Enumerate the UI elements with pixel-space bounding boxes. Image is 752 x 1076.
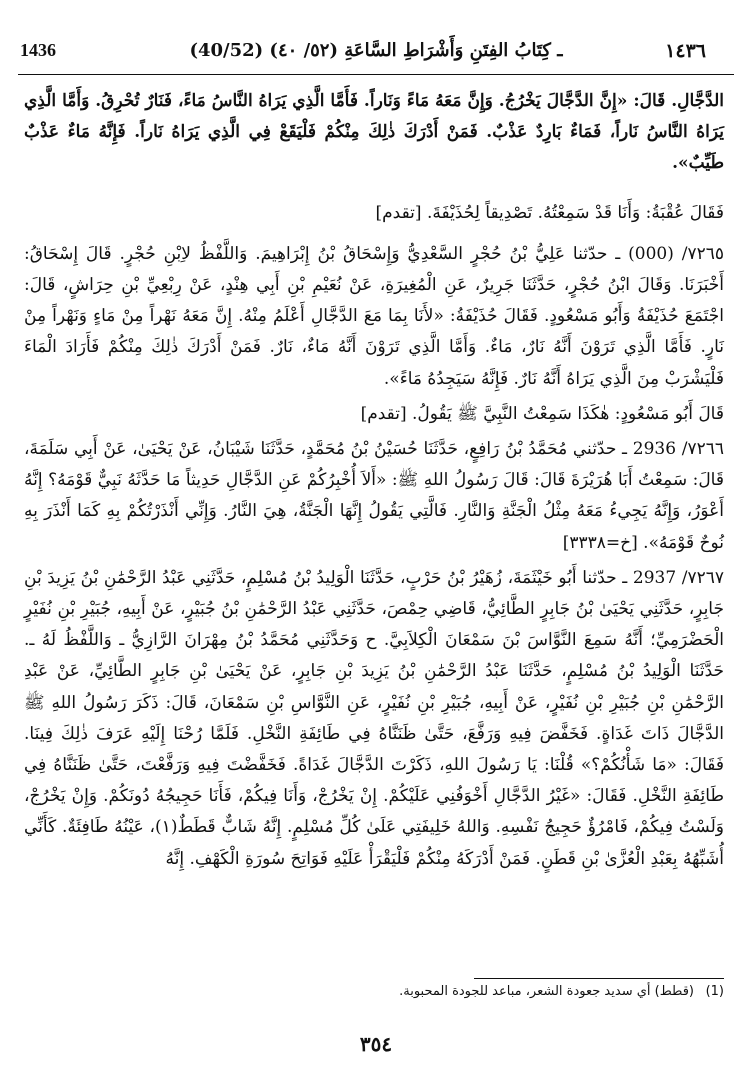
hadith-7267: ٧٢٦٧/ 2937 ـ حدّثنا أَبُو خَيْثَمَةَ، زُهَيْرُ بْنُ حَرْبٍ، حَدَّثَنَا الْوَلِيدُ بْنُ مُسْلِمٍ، حَدَّثَنِي عَبْدُ الرَّحْمَٰنِ بْنُ يَزِيدَ بْنِ جَابِرٍ، حَدَّثَنِي يَحْيَىٰ بْنُ جَابِرٍ الطَّائِيُّ، قَاضِي حِمْصَ، حَدَّثَنِي عَبْدُ الرَّحْمَٰنِ بْنُ جُبَيْرٍ، عَنْ أَبِيهِ، جُبَيْرِ بْنِ نُفَيْرٍ الْحَضْرَمِيِّ؛ أَنَّهُ سَمِعَ النَّوَّاسَ بْنَ سَمْعَانَ الْكِلاَبِيَّ. ح وَحَدَّثَنِي مُحَمَّدُ بْنُ مِهْرَانَ الرَّازِيُّ ـ وَاللَّفْظُ لَهُ ـ. حَدَّثَنَا الْوَلِيدُ بْنُ مُسْلِمٍ، حَدَّثَنَا عَبْدُ الرَّحْمَٰنِ بْنُ يَزِيدَ بْنِ جَابِرٍ، عَنْ يَحْيَىٰ بْنِ جَابِرٍ الطَّائِيِّ، عَنْ عَبْدِ الرَّحْمَٰنِ بْنِ جُبَيْرِ بْنِ نُفَيْرٍ، عَنْ أَبِيهِ، جُبَيْرِ بْنِ نُفَيْرٍ، عَنِ النَّوَّاسِ بْنِ سَمْعَانَ، قَالَ: ذَكَرَ رَسُولُ اللهِ ﷺ الدَّجَّالَ ذَاتَ غَدَاةٍ. فَخَفَّضَ فِيهِ وَرَفَّعَ، حَتَّىٰ ظَنَنَّاهُ فِي طَائِفَةِ النَّخْلِ. فَلَمَّا رُحْنَا إِلَيْهِ عَرَفَ ذٰلِكَ فِينَا. فَقَالَ: «مَا شَأْنُكُمْ؟» قُلْنَا: يَا رَسُولَ اللهِ، ذَكَرْتَ الدَّجَّالَ غَدَاةً. فَخَفَّضْتَ فِيهِ وَرَفَّعْتَ، حَتَّىٰ ظَنَنَّاهُ فِي طَائِفَةِ النَّخْلِ. فَقَالَ: «غَيْرُ الدَّجَّالِ أَخْوَفُنِي عَلَيْكُمْ. إِنْ يَخْرُجْ، وَأَنَا فِيكُمْ، فَأَنَا حَجِيجُهُ دُونَكُمْ. وَإِنْ يَخْرُجْ، وَلَسْتُ فِيكُمْ، فَامْرُؤٌ حَجِيجُ نَفْسِهِ. وَاللهُ خَلِيفَتِي عَلَىٰ كُلِّ مُسْلِمٍ. إِنَّهُ شَابٌّ قَطَطٌ(١)، عَيْنُهُ طَافِئَةٌ. كَأَنِّي أُشَبِّهُهُ بِعَبْدِ الْعُزَّىٰ بْنِ قَطَنٍ. فَمَنْ أَدْرَكَهُ مِنْكُمْ فَلْيَقْرَأْ عَلَيْهِ فَوَاتِحَ سُورَةِ الْكَهْفِ. إِنَّهُ [24,567,724,869]
footnote-body: (قطط) أي سديد جعودة الشعر، مباعد للجودة المحبوبة. [399,984,694,999]
page-number-latin: 1436 [20,40,56,60]
footnote-text [50,984,694,999]
running-title: (40/52) ـ كِتَابُ الفِتَنِ وَأَشْرَاطِ السَّاعَةِ (٥٢/ ٤٠) [189,40,563,61]
narrator-statement: فَقَالَ عُقْبَةُ: وَأَنَا قَدْ سَمِعْتُهُ. تَصْدِيقاً لِحُذَيْفَةَ. [تقدم] [375,202,724,223]
page-body [24,86,724,875]
hadith-7265: ٧٢٦٥/ (000) ـ حدّثنا عَلِيُّ بْنُ حُجْرٍ السَّعْدِيُّ وَإِسْحَاقُ بْنُ إِبْرَاهِيمَ. وَاللَّفْظُ لاِبْنِ حُجْرٍ. قَالَ إِسْحَاقُ: أَخْبَرَنَا. وَقَالَ ابْنُ حُجْرٍ، حَدَّثَنَا جَرِيرٌ، عَنِ الْمُغِيرَةِ، عَنْ نُعَيْمِ بْنِ أَبِي هِنْدٍ، عَنْ رِبْعِيِّ بْنِ حِرَاشٍ، قَالَ: اجْتَمَعَ حُذَيْفَةُ وَأَبُو مَسْعُودٍ. فَقَالَ حُذَيْفَةُ: «لأَنَا بِمَا مَعَ الدَّجَّالِ أَعْلَمُ مِنْهُ. إِنَّ مَعَهُ نَهْراً مِنْ مَاءٍ وَنَهْراً مِنْ نَارٍ. فَأَمَّا الَّذِي تَرَوْنَ أَنَّهُ نَارٌ، مَاءٌ. وَأَمَّا الَّذِي تَرَوْنَ أَنَّهُ مَاءٌ، نَارٌ. فَمَنْ أَدْرَكَ ذٰلِكَ مِنْكُمْ فَأَرَادَ الْمَاءَ فَلْيَشْرَبْ مِنَ الَّذِي يَرَاهُ أَنَّهُ نَارٌ. فَإِنَّهُ سَيَجِدُهُ مَاءً». [24,243,724,389]
hadith-continuation: الدَّجَّالِ. قَالَ: «إِنَّ الدَّجَّالَ يَخْرُجُ. وَإِنَّ مَعَهُ مَاءً وَنَاراً. فَأَمَّا الَّذِي يَرَاهُ النَّاسُ مَاءً، فَنَارٌ تُحْرِقُ. وَأَمَّا الَّذِي يَرَاهُ النَّاسُ نَاراً، فَمَاءٌ بَارِدٌ عَذْبٌ. فَمَنْ أَدْرَكَ ذٰلِكَ مِنْكُمْ فَلْيَقَعْ فِي الَّذِي يَرَاهُ نَاراً. فَإِنَّهُ مَاءٌ عَذْبٌ طَيِّبٌ». [24,91,724,174]
folio-number: ٣٥٤ [359,1032,393,1056]
hadith-7266: ٧٢٦٦/ 2936 ـ حدّثني مُحَمَّدُ بْنُ رَافِعٍ، حَدَّثَنَا حُسَيْنُ بْنُ مُحَمَّدٍ، حَدَّثَنَا شَيْبَانُ، عَنْ يَحْيَىٰ، عَنْ أَبِي سَلَمَةَ، قَالَ: سَمِعْتُ أَبَا هُرَيْرَةَ قَالَ: قَالَ رَسُولُ اللهِ ﷺ: «أَلاَ أُخْبِرُكُمْ عَنِ الدَّجَّالِ حَدِيثاً مَا حَدَّثَهُ نَبِيٌّ قَوْمَهُ؟ إِنَّهُ أَعْوَرُ، وَإِنَّهُ يَجِيءُ مَعَهُ مِثْلُ الْجَنَّةِ وَالنَّارِ. فَالَّتِي يَقُولُ إِنَّهَا الْجَنَّةُ، هِيَ النَّارُ. وَإِنِّي أَنْذَرْتُكُمْ بِهِ كَمَا أَنْذَرَ بِهِ نُوحٌ قَوْمَهُ». [خ=٣٣٣٨] [24,439,724,553]
narrator-statement: قَالَ أَبُو مَسْعُودٍ: هٰكَذَا سَمِعْتُ النَّبِيَّ ﷺ يَقُولُ. [تقدم] [360,403,724,424]
page-number-arabic: ١٤٣٦ [665,40,706,62]
header-rule [18,74,734,75]
footnote-marker: (1) [705,984,724,999]
footnote-rule [474,978,724,979]
